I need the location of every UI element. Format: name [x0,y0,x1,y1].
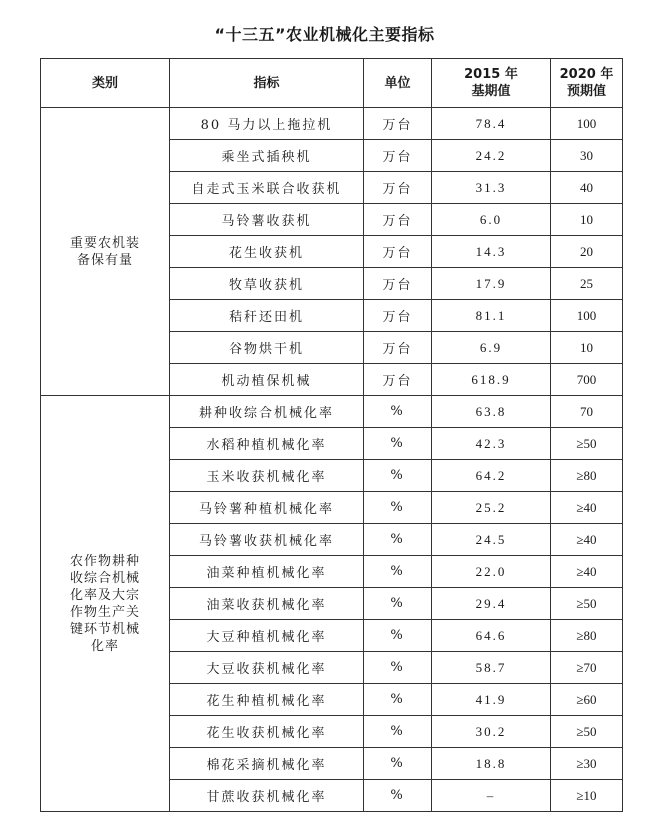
target-value-cell: 25 [551,268,623,300]
header-target-label: 预期值 [566,84,606,99]
indicator-cell: 牧草收获机 [170,268,364,300]
unit-cell: 万台 [364,172,432,204]
indicator-cell: 耕种收综合机械化率 [170,396,364,428]
category-cell [41,396,170,812]
target-value-cell: ≥80 [551,620,623,652]
category-line: 收综合机械 [69,570,140,586]
table-row [41,108,623,140]
base-value-cell: 64.6 [432,620,551,652]
header-unit: 单位 [364,59,432,108]
base-value-cell: 78.4 [432,108,551,140]
category-line: 化率 [90,638,119,654]
header-target-year: 2020 年 [559,67,614,82]
indicator-cell: 油菜种植机械化率 [170,556,364,588]
unit-cell: 万台 [364,268,432,300]
table-title: “十三五”农业机械化主要指标 [214,25,435,44]
indicator-cell: 谷物烘干机 [170,332,364,364]
unit-cell: % [364,684,432,716]
unit-cell: % [364,460,432,492]
target-value-cell: 20 [551,236,623,268]
indicator-cell: 乘坐式插秧机 [170,140,364,172]
indicator-cell: 自走式玉米联合收获机 [170,172,364,204]
unit-cell: % [364,396,432,428]
base-value-cell: 18.8 [432,748,551,780]
base-value-cell: 58.7 [432,652,551,684]
category-line: 备保有量 [76,252,133,268]
base-value-cell: 22.0 [432,556,551,588]
target-value-cell: ≥30 [551,748,623,780]
indicator-cell: 甘蔗收获机械化率 [170,780,364,812]
indicator-cell: 棉花采摘机械化率 [170,748,364,780]
header-base-label: 基期值 [471,84,511,99]
base-value-cell: 24.2 [432,140,551,172]
target-value-cell: 10 [551,204,623,236]
base-value-cell: 30.2 [432,716,551,748]
target-value-cell: ≥40 [551,524,623,556]
category-cell [41,108,170,396]
indicator-cell: 马铃薯收获机 [170,204,364,236]
category-line: 重要农机装 [69,235,140,251]
indicator-cell: 水稻种植机械化率 [170,428,364,460]
target-value-cell: ≥80 [551,460,623,492]
base-value-cell: 25.2 [432,492,551,524]
header-row [41,59,623,108]
unit-cell: % [364,748,432,780]
unit-cell: % [364,588,432,620]
target-value-cell: ≥40 [551,492,623,524]
category-line: 作物生产关 [69,604,140,620]
unit-cell: % [364,556,432,588]
header-base-year: 2015 年 [464,67,518,82]
target-value-cell: 70 [551,396,623,428]
target-value-cell: ≥60 [551,684,623,716]
table-body [41,108,623,812]
base-value-cell: 31.3 [432,172,551,204]
base-value-cell: 6.9 [432,332,551,364]
indicator-cell: 玉米收获机械化率 [170,460,364,492]
category-line: 农作物耕种 [69,553,140,569]
base-value-cell: 17.9 [432,268,551,300]
target-value-cell: 700 [551,364,623,396]
unit-cell: 万台 [364,236,432,268]
unit-cell: % [364,716,432,748]
unit-cell: % [364,620,432,652]
target-value-cell: 100 [551,300,623,332]
indicator-table [40,58,623,812]
indicator-cell: 马铃薯收获机械化率 [170,524,364,556]
base-value-cell: 14.3 [432,236,551,268]
indicator-cell: 大豆收获机械化率 [170,652,364,684]
base-value-cell: – [432,780,551,812]
base-value-cell: 42.3 [432,428,551,460]
target-value-cell: ≥10 [551,780,623,812]
unit-cell: % [364,652,432,684]
header-target-value [551,59,623,108]
table-row [41,396,623,428]
header-category: 类别 [41,59,170,108]
indicator-cell: 秸秆还田机 [170,300,364,332]
unit-cell: 万台 [364,140,432,172]
target-value-cell: 10 [551,332,623,364]
unit-cell: % [364,428,432,460]
unit-cell: 万台 [364,108,432,140]
unit-cell: 万台 [364,364,432,396]
base-value-cell: 64.2 [432,460,551,492]
indicator-cell: 80 马力以上拖拉机 [170,108,364,140]
header-indicator: 指标 [170,59,364,108]
unit-cell: 万台 [364,300,432,332]
indicator-cell: 大豆种植机械化率 [170,620,364,652]
unit-cell: 万台 [364,204,432,236]
unit-cell: % [364,492,432,524]
target-value-cell: ≥50 [551,428,623,460]
unit-cell: 万台 [364,332,432,364]
header-base-value [432,59,551,108]
category-line: 键环节机械 [69,621,140,637]
target-value-cell: ≥50 [551,588,623,620]
target-value-cell: 100 [551,108,623,140]
unit-cell: % [364,780,432,812]
indicator-cell: 花生收获机械化率 [170,716,364,748]
indicator-cell: 机动植保机械 [170,364,364,396]
base-value-cell: 6.0 [432,204,551,236]
base-value-cell: 63.8 [432,396,551,428]
target-value-cell: ≥50 [551,716,623,748]
base-value-cell: 29.4 [432,588,551,620]
base-value-cell: 24.5 [432,524,551,556]
base-value-cell: 618.9 [432,364,551,396]
unit-cell: % [364,524,432,556]
base-value-cell: 81.1 [432,300,551,332]
target-value-cell: ≥40 [551,556,623,588]
target-value-cell: 40 [551,172,623,204]
category-line: 化率及大宗 [69,587,140,603]
indicator-cell: 马铃薯种植机械化率 [170,492,364,524]
indicator-cell: 花生种植机械化率 [170,684,364,716]
base-value-cell: 41.9 [432,684,551,716]
target-value-cell: 30 [551,140,623,172]
target-value-cell: ≥70 [551,652,623,684]
indicator-cell: 油菜收获机械化率 [170,588,364,620]
indicator-cell: 花生收获机 [170,236,364,268]
